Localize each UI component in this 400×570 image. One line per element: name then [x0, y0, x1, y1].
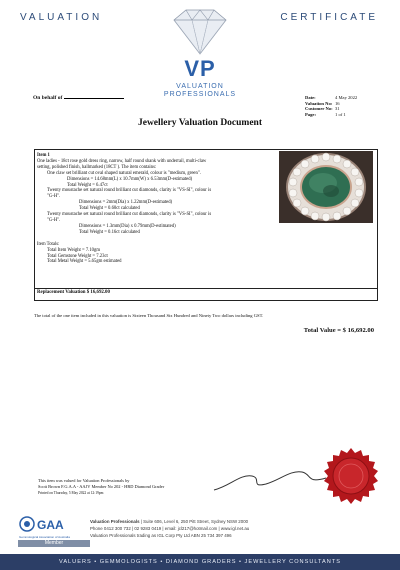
on-behalf-label: On behalf of: [33, 95, 63, 101]
item-description: [37, 153, 275, 265]
brand-name-line2: PROFESSIONALS: [163, 91, 237, 98]
red-seal-icon: [322, 447, 380, 505]
item-line: Twenty moustache set natural round brilliant cut diamonds, clarity is "VS-SI", colour is: [47, 212, 212, 218]
meta-value: 31: [335, 106, 340, 112]
totals-heading: Item Totals:: [37, 241, 60, 247]
footer-contact: [90, 518, 249, 539]
header-right-text: CERTIFICATE: [280, 12, 378, 23]
header-left-text: VALUATION: [20, 12, 103, 23]
signature-line2: Scott Brown F.G.A.A - AAJV Member No 202 - HRD Diamond Grader: [38, 483, 165, 489]
member-badge: Member: [18, 540, 90, 547]
item-line: Dimensions = 14.68mm(L) x 10.7mm(W) x 6.53mm(D-estimated): [67, 176, 193, 182]
item-line: Twenty moustache set natural round brilliant cut diamonds, clarity is "VS-SI", colour is: [47, 188, 212, 194]
item-line: Total Weight = 0.16ct calculated: [79, 229, 140, 235]
meta-value: 16: [335, 100, 340, 106]
diamond-logo-icon: [168, 6, 232, 58]
certificate-meta: [305, 95, 357, 117]
document-title: Jewellery Valuation Document: [137, 118, 263, 128]
footer-company: Valuation Professionals: [90, 519, 140, 524]
gaa-logo-icon: [18, 514, 76, 554]
emerald-ring-photo: [279, 151, 373, 223]
meta-key: Customer No:: [305, 106, 333, 112]
valuer-signature-block: [38, 478, 268, 497]
brand-name-line1: VALUATION: [176, 83, 224, 90]
item-line: One ladies - 18ct rose gold dress ring, narrow, half round shank with underrail, multi-claw: [37, 158, 207, 164]
certificate-footer: [0, 510, 400, 554]
on-behalf-of: [33, 95, 124, 101]
item-line: "G-H".: [47, 217, 61, 223]
meta-key: Date:: [305, 95, 316, 100]
item-line: Dimensions = 2mm(Dia) x 1.22mm(D-estimated): [79, 200, 173, 206]
footer-line1: [90, 518, 249, 525]
meta-row: [305, 112, 357, 118]
signature-line1: This item was valued for Valuation Professionals by: [38, 478, 130, 483]
meta-key: Valuation No:: [305, 100, 333, 106]
gaa-text: GAA: [37, 518, 64, 532]
on-behalf-line: [64, 98, 124, 99]
item-line: Total Weight = 0.60ct calculated: [79, 206, 140, 212]
meta-value: 1 of 1: [335, 111, 346, 117]
item-line: One claw set brilliant cut oval shaped natural emerald, colour is "medium, green".: [47, 170, 201, 176]
brand-initials: VP: [184, 56, 216, 81]
totals-line: Total Metal Weight = 5.65gm estimated: [47, 259, 122, 265]
item-line: "G-H".: [47, 194, 61, 200]
item-line: Dimensions = 1.3mm(Dia) x 0.79mm(D-estimated): [79, 223, 176, 229]
printed-on: Printed on Thursday, 5 May 2022 at 12:19pm: [38, 491, 104, 496]
footer-address: | Suite 606, Level 6, 250 Pitt Street, Sydney NSW 2000: [139, 519, 249, 524]
total-value: Total Value = $ 16,692.00: [303, 327, 374, 334]
item-heading: Item 1: [37, 153, 50, 158]
meta-value: 4 May 2022: [335, 95, 358, 100]
box-divider: [35, 288, 377, 289]
item-line: setting, polished finish, hallmarked (18CT ). The item contains:: [37, 164, 157, 170]
totals-line: Total Gemstone Weight = 7.23ct: [47, 253, 108, 259]
valuation-summary: The total of the one item included in this valuation is Sixteen Thousand Six Hundred and Ninety Two dollars including GST.: [34, 313, 264, 318]
replacement-valuation: Replacement Valuation $ 16,692.00: [37, 290, 110, 295]
gaa-subtext: Gemmological Association of Australia: [19, 535, 70, 539]
item-line: Total Weight = 6.47ct: [67, 182, 108, 188]
totals-line: Total Item Weight = 7.10gm: [47, 247, 101, 253]
footer-line2: Phone 0412 300 732 | 02 9283 0419 | email: jcl217@hotmail.com | www.igl.net.au: [90, 526, 250, 531]
footer-line3: Valuation Professionals trading as IGL Corp Pty Ltd ABN 25 734 397 496: [90, 533, 232, 538]
meta-key: Page:: [305, 111, 316, 117]
services-band: VALUERS • GEMMOLOGISTS • DIAMOND GRADERS • JEWELLERY CONSULTANTS: [0, 554, 400, 570]
